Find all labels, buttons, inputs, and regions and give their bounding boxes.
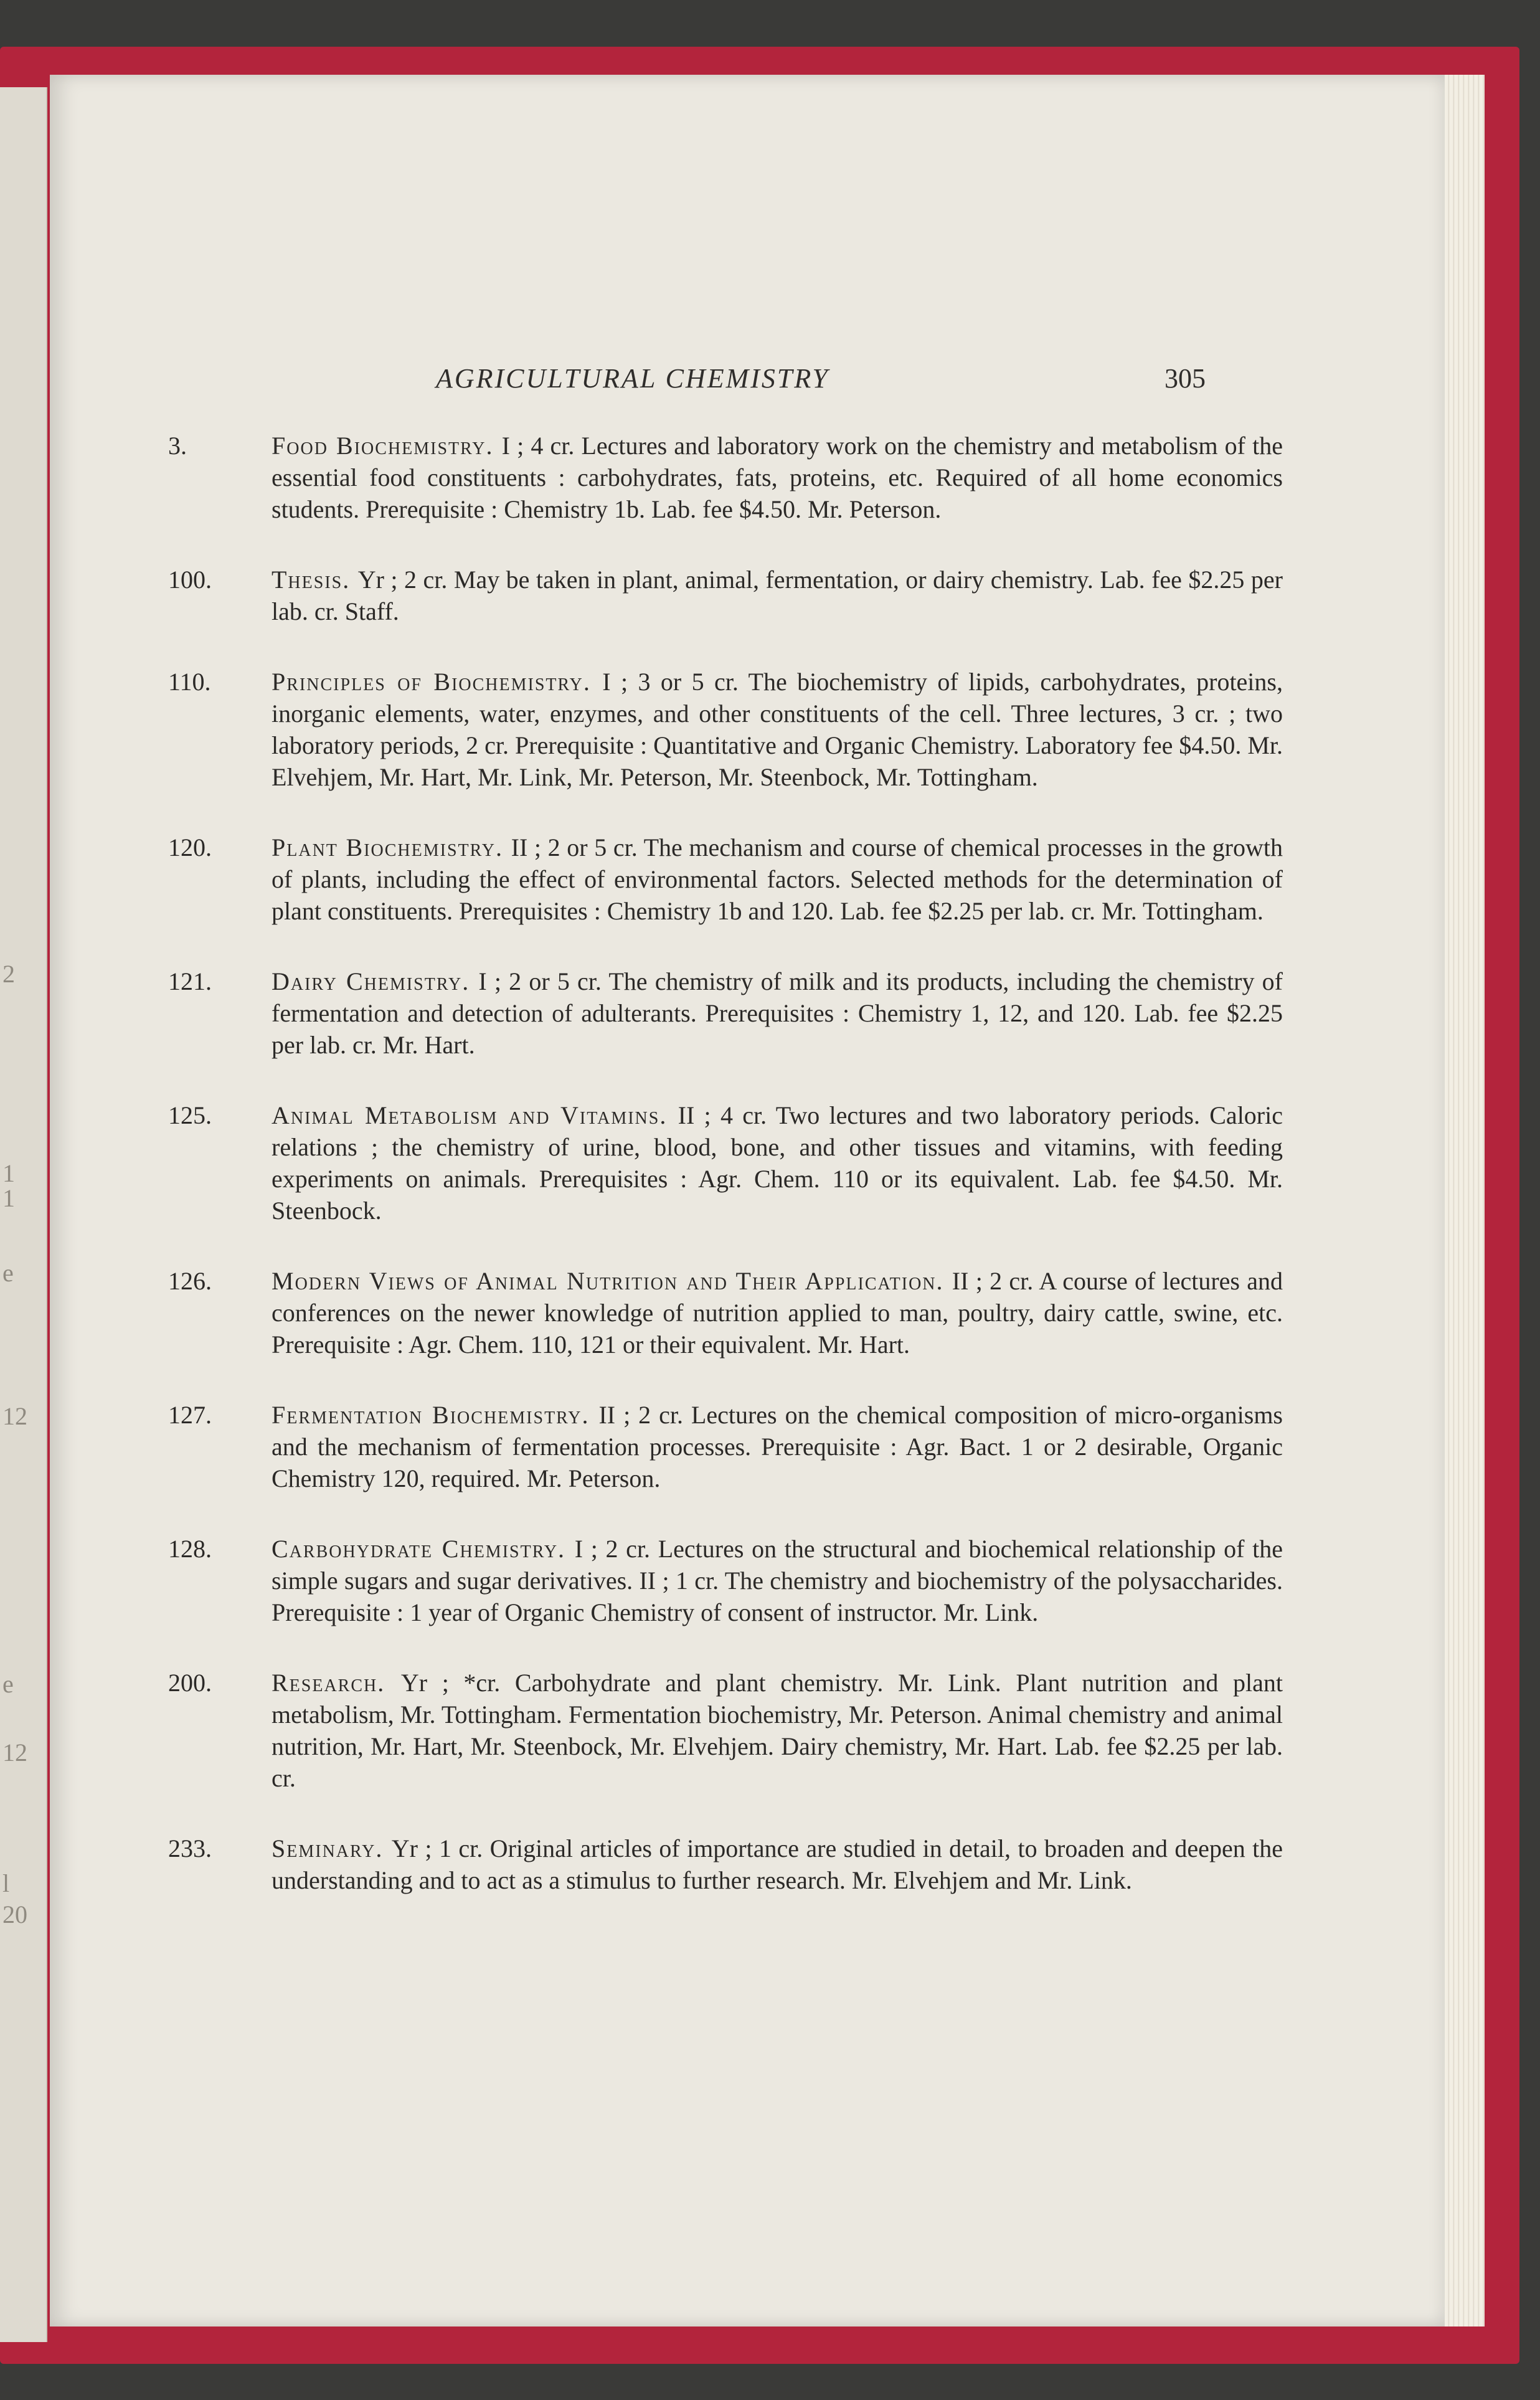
course-number: 125. [168,1101,212,1129]
course-description: Yr ; *cr. Carbohydrate and plant chemistry. Mr. Link. Plant nutrition and plant metabolism, Mr. Tottingham. Fermentation biochemistry, Mr. Peterson. Animal chemistry and animal nutrition, Mr. Hart, Mr. Steenbock, Mr. Elvehjem. Dairy chemistry, Mr. Hart. Lab. fee $2.25 per lab. cr. [272,1669,1283,1792]
course-description: I ; 2 cr. Lectures on the structural and biochemical relationship of the simple sugars and sugar derivatives. II ; 1 cr. The chemistry and biochemistry of the polysaccharides. Prerequisite : 1 year of Organic Chemistry of consent of instructor. Mr. Link. [272,1535,1283,1626]
left-page-fragment: 1 [2,1159,15,1187]
left-page-fragment: 12 [2,1402,27,1430]
left-page-fragment: e [2,1670,14,1698]
left-page-fragment: 12 [2,1738,27,1767]
course-title: Animal Metabolism and Vitamins. [272,1101,678,1129]
course-entry [168,1399,1283,1494]
course-title: Dairy Chemistry. [272,967,479,995]
course-description: II ; 4 cr. Two lectures and two laboratory periods. Caloric relations ; the chemistry of urine, blood, bone, and other tissues and vitamins, with feeding experiments on animals. Prerequisites : Agr. Chem. 110 or its equivalent. Lab. fee $4.50. Mr. Steenbock. [272,1101,1283,1225]
page-number: 305 [1164,363,1206,394]
course-number: 110. [168,668,211,696]
course-entry [168,1099,1283,1226]
course-title: Food Biochemistry. [272,432,502,460]
left-page-edge [0,87,47,2342]
course-description: Yr ; 2 cr. May be taken in plant, animal, fermentation, or dairy chemistry. Lab. fee $2.25 per lab. cr. Staff. [272,566,1283,625]
course-description: II ; 2 cr. Lectures on the chemical composition of micro-organisms and the mechanism of fermentation processes. Prerequisite : Agr. Bact. 1 or 2 desirable, Organic Chemistry 120, required. Mr. Peterson. [272,1401,1283,1492]
course-entry [168,832,1283,927]
course-entry [168,965,1283,1061]
course-description: Yr ; 1 cr. Original articles of importance are studied in detail, to broaden and deepen the understanding and to act as a stimulus to further research. Mr. Elvehjem and Mr. Link. [272,1834,1283,1894]
book-page [50,75,1445,2326]
course-description: II ; 2 cr. A course of lectures and conferences on the newer knowledge of nutrition applied to man, poultry, dairy cattle, swine, etc. Prerequisite : Agr. Chem. 110, 121 or their equivalent. Mr. Hart. [272,1267,1283,1359]
left-page-fragment: 20 [2,1900,27,1928]
course-title: Modern Views of Animal Nutrition and Their Application. [272,1267,952,1295]
left-page-fragment: 2 [2,960,15,988]
course-number: 121. [168,967,212,995]
course-description: II ; 2 or 5 cr. The mechanism and course of chemical processes in the growth of plants, including the effect of environmental factors. Selected methods for the determination of plant constituents. Prerequisites : Chemistry 1b and 120. Lab. fee $2.25 per lab. cr. Mr. Tottingham. [272,833,1283,925]
course-number: 233. [168,1834,212,1862]
course-title: Plant Biochemistry. [272,833,511,861]
course-entry [168,564,1283,627]
course-entry [168,1265,1283,1360]
course-number: 3. [168,432,187,460]
course-number: 128. [168,1535,212,1563]
course-title: Principles of Biochemistry. [272,668,603,696]
course-title: Thesis. [272,566,358,594]
course-entry [168,1833,1283,1896]
left-page-fragment: e [2,1259,14,1287]
course-entry [168,1667,1283,1794]
course-title: Fermentation Biochemistry. [272,1401,599,1429]
course-number: 120. [168,833,212,861]
running-head-title: AGRICULTURAL CHEMISTRY [436,363,829,394]
course-description: I ; 4 cr. Lectures and laboratory work on the chemistry and metabolism of the essential food constituents : carbohydrates, fats, proteins, etc. Required of all home economics students. Prerequisite : Chemistry 1b. Lab. fee $4.50. Mr. Peterson. [272,432,1283,523]
left-page-fragment: 1 [2,1184,15,1212]
course-number: 126. [168,1267,212,1295]
course-entry [168,1533,1283,1628]
course-title: Carbohydrate Chemistry. [272,1535,575,1563]
course-entry [168,430,1283,525]
course-description: I ; 2 or 5 cr. The chemistry of milk and its products, including the chemistry of fermentation and detection of adulterants. Prerequisites : Chemistry 1, 12, and 120. Lab. fee $2.25 per lab. cr. Mr. Hart. [272,967,1283,1059]
left-page-fragment: l [2,1869,10,1897]
course-number: 127. [168,1401,212,1429]
course-title: Research. [272,1669,401,1697]
course-title: Seminary. [272,1834,392,1862]
course-number: 200. [168,1669,212,1697]
course-entry [168,666,1283,793]
course-list [168,430,1283,1935]
course-description: I ; 3 or 5 cr. The biochemistry of lipids, carbohydrates, proteins, inorganic elements, water, enzymes, and other constituents of the cell. Three lectures, 3 cr. ; two laboratory periods, 2 cr. Prerequisite : Quantitative and Organic Chemistry. Laboratory fee $4.50. Mr. Elvehjem, Mr. Hart, Mr. Link, Mr. Peterson, Mr. Steenbock, Mr. Tottingham. [272,668,1283,791]
course-number: 100. [168,566,212,594]
